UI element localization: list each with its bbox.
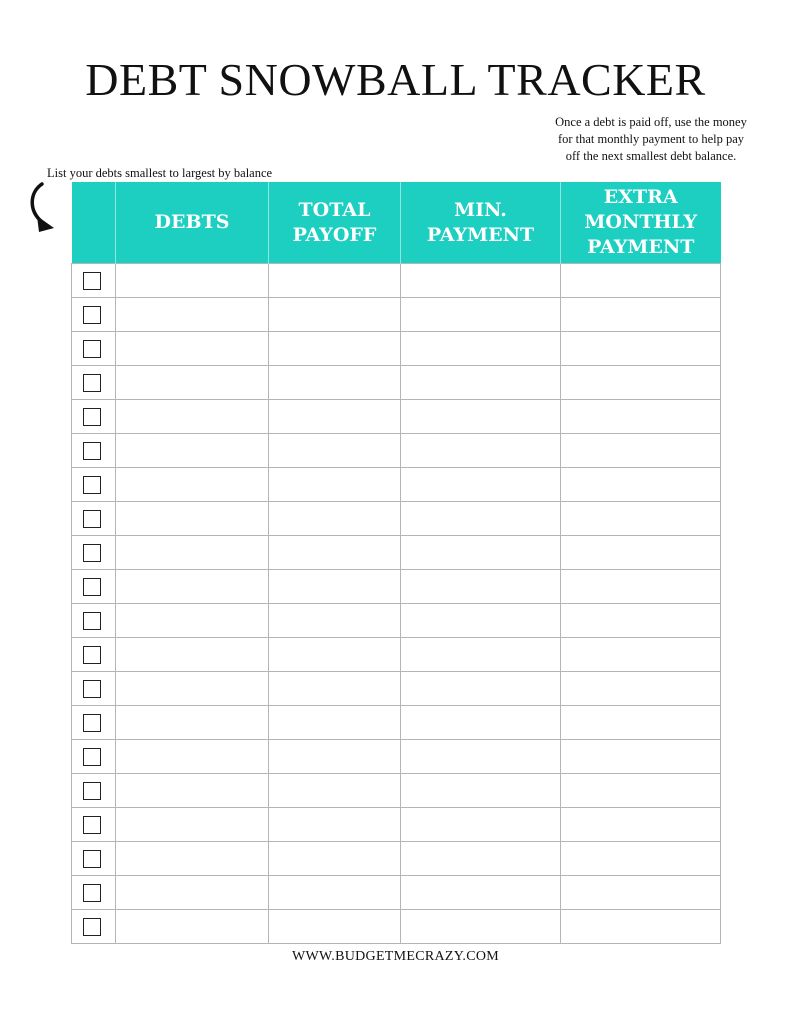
total-payoff-cell[interactable] — [269, 876, 401, 910]
table-row — [72, 740, 721, 774]
checkbox-cell — [72, 910, 116, 944]
table-row — [72, 570, 721, 604]
checkbox-cell — [72, 842, 116, 876]
total-payoff-cell[interactable] — [269, 468, 401, 502]
extra-payment-cell[interactable] — [561, 502, 721, 536]
total-payoff-cell[interactable] — [269, 502, 401, 536]
extra-payment-cell[interactable] — [561, 400, 721, 434]
total-payoff-cell[interactable] — [269, 366, 401, 400]
table-row — [72, 876, 721, 910]
checkbox-cell — [72, 808, 116, 842]
extra-payment-cell[interactable] — [561, 842, 721, 876]
checkbox-icon[interactable] — [83, 510, 101, 528]
min-payment-cell[interactable] — [401, 502, 561, 536]
checkbox-icon[interactable] — [83, 340, 101, 358]
checkbox-icon[interactable] — [83, 850, 101, 868]
min-payment-cell[interactable] — [401, 638, 561, 672]
total-payoff-cell[interactable] — [269, 264, 401, 298]
min-payment-cell[interactable] — [401, 264, 561, 298]
checkbox-cell — [72, 434, 116, 468]
debt-name-cell[interactable] — [116, 400, 269, 434]
table-row — [72, 774, 721, 808]
checkbox-icon[interactable] — [83, 680, 101, 698]
debt-name-cell[interactable] — [116, 298, 269, 332]
min-payment-cell[interactable] — [401, 298, 561, 332]
table-row — [72, 706, 721, 740]
table-body — [72, 264, 721, 944]
table-row — [72, 400, 721, 434]
extra-payment-cell[interactable] — [561, 570, 721, 604]
table-header-row — [72, 182, 721, 264]
checkbox-cell — [72, 332, 116, 366]
debt-name-cell[interactable] — [116, 638, 269, 672]
debt-name-cell[interactable] — [116, 434, 269, 468]
checkbox-cell — [72, 400, 116, 434]
checkbox-icon[interactable] — [83, 816, 101, 834]
debt-name-cell[interactable] — [116, 570, 269, 604]
total-payoff-cell[interactable] — [269, 842, 401, 876]
debt-tracker-table — [71, 182, 721, 944]
page-title: DEBT SNOWBALL TRACKER — [85, 54, 706, 105]
min-payment-cell[interactable] — [401, 672, 561, 706]
table-row — [72, 298, 721, 332]
checkbox-icon[interactable] — [83, 544, 101, 562]
extra-payment-cell[interactable] — [561, 536, 721, 570]
table-row — [72, 332, 721, 366]
debt-name-cell[interactable] — [116, 332, 269, 366]
checkbox-icon[interactable] — [83, 408, 101, 426]
total-payoff-cell[interactable] — [269, 740, 401, 774]
checkbox-icon[interactable] — [83, 306, 101, 324]
table-row — [72, 638, 721, 672]
min-payment-cell[interactable] — [401, 332, 561, 366]
min-payment-cell[interactable] — [401, 740, 561, 774]
min-payment-cell[interactable] — [401, 604, 561, 638]
total-payoff-cell[interactable] — [269, 774, 401, 808]
total-payoff-cell[interactable] — [269, 536, 401, 570]
debt-name-cell[interactable] — [116, 842, 269, 876]
extra-payment-cell[interactable] — [561, 366, 721, 400]
table-row — [72, 842, 721, 876]
table-row — [72, 672, 721, 706]
curved-arrow-icon — [24, 180, 64, 238]
debt-name-cell[interactable] — [116, 468, 269, 502]
min-payment-cell[interactable] — [401, 910, 561, 944]
checkbox-icon[interactable] — [83, 612, 101, 630]
extra-payment-cell[interactable] — [561, 706, 721, 740]
extra-payment-cell[interactable] — [561, 910, 721, 944]
total-payoff-cell[interactable] — [269, 400, 401, 434]
table-row — [72, 468, 721, 502]
min-payment-cell[interactable] — [401, 570, 561, 604]
debt-name-cell[interactable] — [116, 910, 269, 944]
min-payment-cell[interactable] — [401, 536, 561, 570]
checkbox-cell — [72, 672, 116, 706]
checkbox-icon[interactable] — [83, 442, 101, 460]
min-payment-cell[interactable] — [401, 468, 561, 502]
debt-name-cell[interactable] — [116, 536, 269, 570]
checkbox-cell — [72, 536, 116, 570]
snowball-instruction-note: Once a debt is paid off, use the money for that monthly payment to help pay off the next smallest debt balance. — [555, 115, 747, 163]
checkbox-icon[interactable] — [83, 884, 101, 902]
extra-payment-cell[interactable] — [561, 740, 721, 774]
checkbox-icon[interactable] — [83, 272, 101, 290]
extra-payment-cell[interactable] — [561, 434, 721, 468]
min-payment-cell[interactable] — [401, 876, 561, 910]
checkbox-icon[interactable] — [83, 374, 101, 392]
header-extra-monthly-payment: EXTRA MONTHLY PAYMENT — [561, 182, 721, 264]
extra-payment-cell[interactable] — [561, 468, 721, 502]
checkbox-cell — [72, 638, 116, 672]
debt-name-cell[interactable] — [116, 366, 269, 400]
table-row — [72, 536, 721, 570]
checkbox-icon[interactable] — [83, 578, 101, 596]
table-row — [72, 264, 721, 298]
min-payment-cell[interactable] — [401, 434, 561, 468]
total-payoff-cell[interactable] — [269, 604, 401, 638]
table-row — [72, 366, 721, 400]
debt-name-cell[interactable] — [116, 706, 269, 740]
debt-name-cell[interactable] — [116, 774, 269, 808]
extra-payment-cell[interactable] — [561, 604, 721, 638]
extra-payment-cell[interactable] — [561, 774, 721, 808]
debt-name-cell[interactable] — [116, 672, 269, 706]
checkbox-cell — [72, 604, 116, 638]
total-payoff-cell[interactable] — [269, 706, 401, 740]
header-total-payoff: TOTAL PAYOFF — [269, 182, 401, 264]
min-payment-cell[interactable] — [401, 808, 561, 842]
total-payoff-cell[interactable] — [269, 332, 401, 366]
header-check-column — [72, 182, 116, 264]
table-row — [72, 434, 721, 468]
footer-website: WWW.BUDGETMECRAZY.COM — [292, 949, 499, 964]
checkbox-icon[interactable] — [83, 476, 101, 494]
min-payment-cell[interactable] — [401, 774, 561, 808]
debt-name-cell[interactable] — [116, 808, 269, 842]
checkbox-icon[interactable] — [83, 748, 101, 766]
extra-payment-cell[interactable] — [561, 638, 721, 672]
debt-name-cell[interactable] — [116, 264, 269, 298]
checkbox-cell — [72, 706, 116, 740]
checkbox-cell — [72, 366, 116, 400]
total-payoff-cell[interactable] — [269, 434, 401, 468]
checkbox-cell — [72, 468, 116, 502]
checkbox-icon[interactable] — [83, 646, 101, 664]
debt-name-cell[interactable] — [116, 740, 269, 774]
extra-payment-cell[interactable] — [561, 808, 721, 842]
header-min-payment: MIN. PAYMENT — [401, 182, 561, 264]
min-payment-cell[interactable] — [401, 400, 561, 434]
checkbox-icon[interactable] — [83, 714, 101, 732]
table-row — [72, 604, 721, 638]
total-payoff-cell[interactable] — [269, 570, 401, 604]
table-row — [72, 502, 721, 536]
extra-payment-cell[interactable] — [561, 298, 721, 332]
checkbox-icon[interactable] — [83, 918, 101, 936]
extra-payment-cell[interactable] — [561, 332, 721, 366]
header-debts: DEBTS — [116, 182, 269, 264]
total-payoff-cell[interactable] — [269, 638, 401, 672]
table-row — [72, 910, 721, 944]
extra-payment-cell[interactable] — [561, 876, 721, 910]
debt-name-cell[interactable] — [116, 604, 269, 638]
debt-name-cell[interactable] — [116, 502, 269, 536]
extra-payment-cell[interactable] — [561, 264, 721, 298]
checkbox-cell — [72, 502, 116, 536]
total-payoff-cell[interactable] — [269, 298, 401, 332]
list-instruction-note: List your debts smallest to largest by balance — [47, 166, 273, 180]
table-row — [72, 808, 721, 842]
checkbox-cell — [72, 264, 116, 298]
checkbox-cell — [72, 876, 116, 910]
checkbox-cell — [72, 740, 116, 774]
total-payoff-cell[interactable] — [269, 672, 401, 706]
checkbox-cell — [72, 774, 116, 808]
min-payment-cell[interactable] — [401, 366, 561, 400]
checkbox-icon[interactable] — [83, 782, 101, 800]
checkbox-cell — [72, 570, 116, 604]
checkbox-cell — [72, 298, 116, 332]
extra-payment-cell[interactable] — [561, 672, 721, 706]
total-payoff-cell[interactable] — [269, 808, 401, 842]
min-payment-cell[interactable] — [401, 842, 561, 876]
debt-name-cell[interactable] — [116, 876, 269, 910]
total-payoff-cell[interactable] — [269, 910, 401, 944]
min-payment-cell[interactable] — [401, 706, 561, 740]
